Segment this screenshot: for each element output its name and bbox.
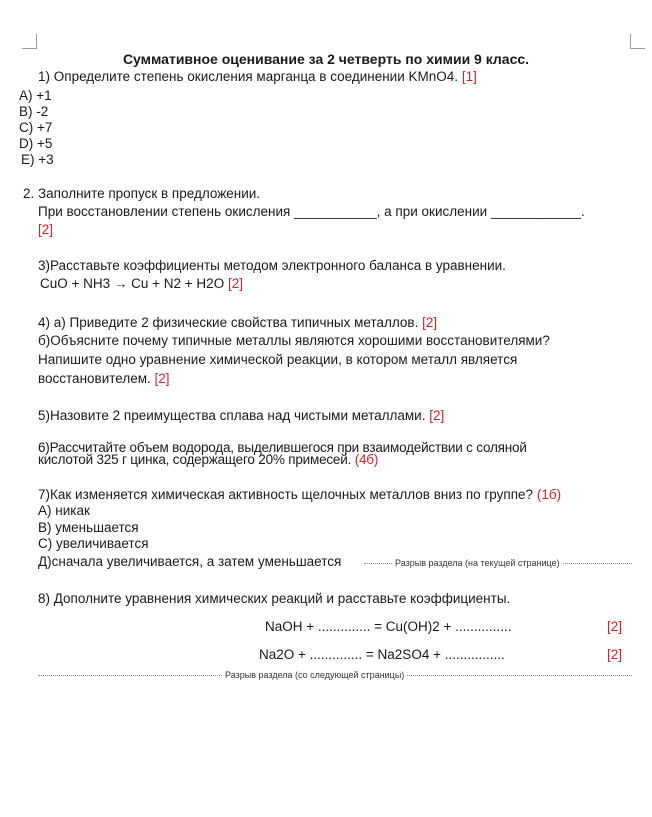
question-3-score: [2] xyxy=(227,276,243,291)
question-8-equation-1: NaOH + .............. = Cu(OH)2 + ............... xyxy=(265,619,512,634)
question-4a-text: 4) а) Приведите 2 физические свойства типичных металлов. xyxy=(38,315,419,330)
question-6-line-1: 6)Рассчитайте объем водорода, выделившегося при взаимодействии с соляной xyxy=(38,440,527,455)
question-7-score: (1б) xyxy=(536,487,562,502)
question-3-equation-line xyxy=(40,276,243,291)
question-5-score: [2] xyxy=(429,408,445,423)
question-2-heading: 2. Заполните пропуск в предложении. xyxy=(23,186,261,201)
section-break-label-current: Разрыв раздела (на текущей странице) xyxy=(392,558,563,568)
question-4b-line-2: Напишите одно уравнение химической реакции, в котором металл является xyxy=(38,352,518,367)
question-4b-text: восстановителем. xyxy=(38,371,151,386)
question-2-score: [2] xyxy=(38,222,54,237)
question-7-text: 7)Как изменяется химическая активность щелочных металлов вниз по группе? xyxy=(38,487,534,502)
question-8-text: 8) Дополните уравнения химических реакций и расставьте коэффициенты. xyxy=(38,591,511,606)
question-4b-line-1: б)Объясните почему типичные металлы являются хорошими восстановителями? xyxy=(38,333,550,348)
crop-mark-left xyxy=(22,34,37,49)
q7-option-b: B) уменьшается xyxy=(38,520,139,535)
question-5 xyxy=(38,408,444,423)
question-8-equation-2: Na2O + .............. = Na2SO4 + ................ xyxy=(259,647,505,662)
question-4a-score: [2] xyxy=(422,315,438,330)
question-5-text: 5)Назовите 2 преимущества сплава над чистыми металлами. xyxy=(38,408,426,423)
question-6-line-2 xyxy=(38,452,378,467)
question-8-equation-2-score: [2] xyxy=(607,647,623,662)
question-1 xyxy=(38,69,477,84)
q1-option-b: B) -2 xyxy=(19,104,49,119)
q1-option-c: C) +7 xyxy=(19,120,53,135)
question-7 xyxy=(38,487,561,502)
q7-option-d: Д)сначала увеличивается, а затем уменьшается xyxy=(38,554,342,569)
question-8-equation-1-score: [2] xyxy=(607,619,623,634)
question-4b-score: [2] xyxy=(154,371,170,386)
q1-option-d: D) +5 xyxy=(19,136,53,151)
question-4b-line-3 xyxy=(38,371,170,386)
question-1-text: 1) Определите степень окисления марганца в соединении KMnO4. xyxy=(38,69,459,84)
question-3-equation: CuO + NH3 → Cu + N2 + H2O xyxy=(40,276,225,291)
crop-mark-right xyxy=(630,34,645,49)
q7-option-a: A) никак xyxy=(38,503,90,518)
q1-option-a: A) +1 xyxy=(19,88,52,103)
question-3-text: 3)Расставьте коэффициенты методом электронного баланса в уравнении. xyxy=(38,258,506,273)
question-6-score: (4б) xyxy=(354,452,379,467)
question-1-score: [1] xyxy=(461,69,477,84)
document-title: Суммативное оценивание за 2 четверть по химии 9 класс. xyxy=(122,51,530,67)
section-break-label-next: Разрыв раздела (со следующей страницы) xyxy=(222,670,407,680)
question-6-text: кислотой 325 г цинка, содержащего 20% примесей. xyxy=(38,452,352,467)
question-4a xyxy=(38,315,437,330)
q7-option-c: C) увеличивается xyxy=(38,536,149,551)
question-2-sentence: При восстановлении степень окисления ___________, а при окислении ____________. xyxy=(38,204,585,219)
q1-option-e: E) +3 xyxy=(21,152,54,167)
